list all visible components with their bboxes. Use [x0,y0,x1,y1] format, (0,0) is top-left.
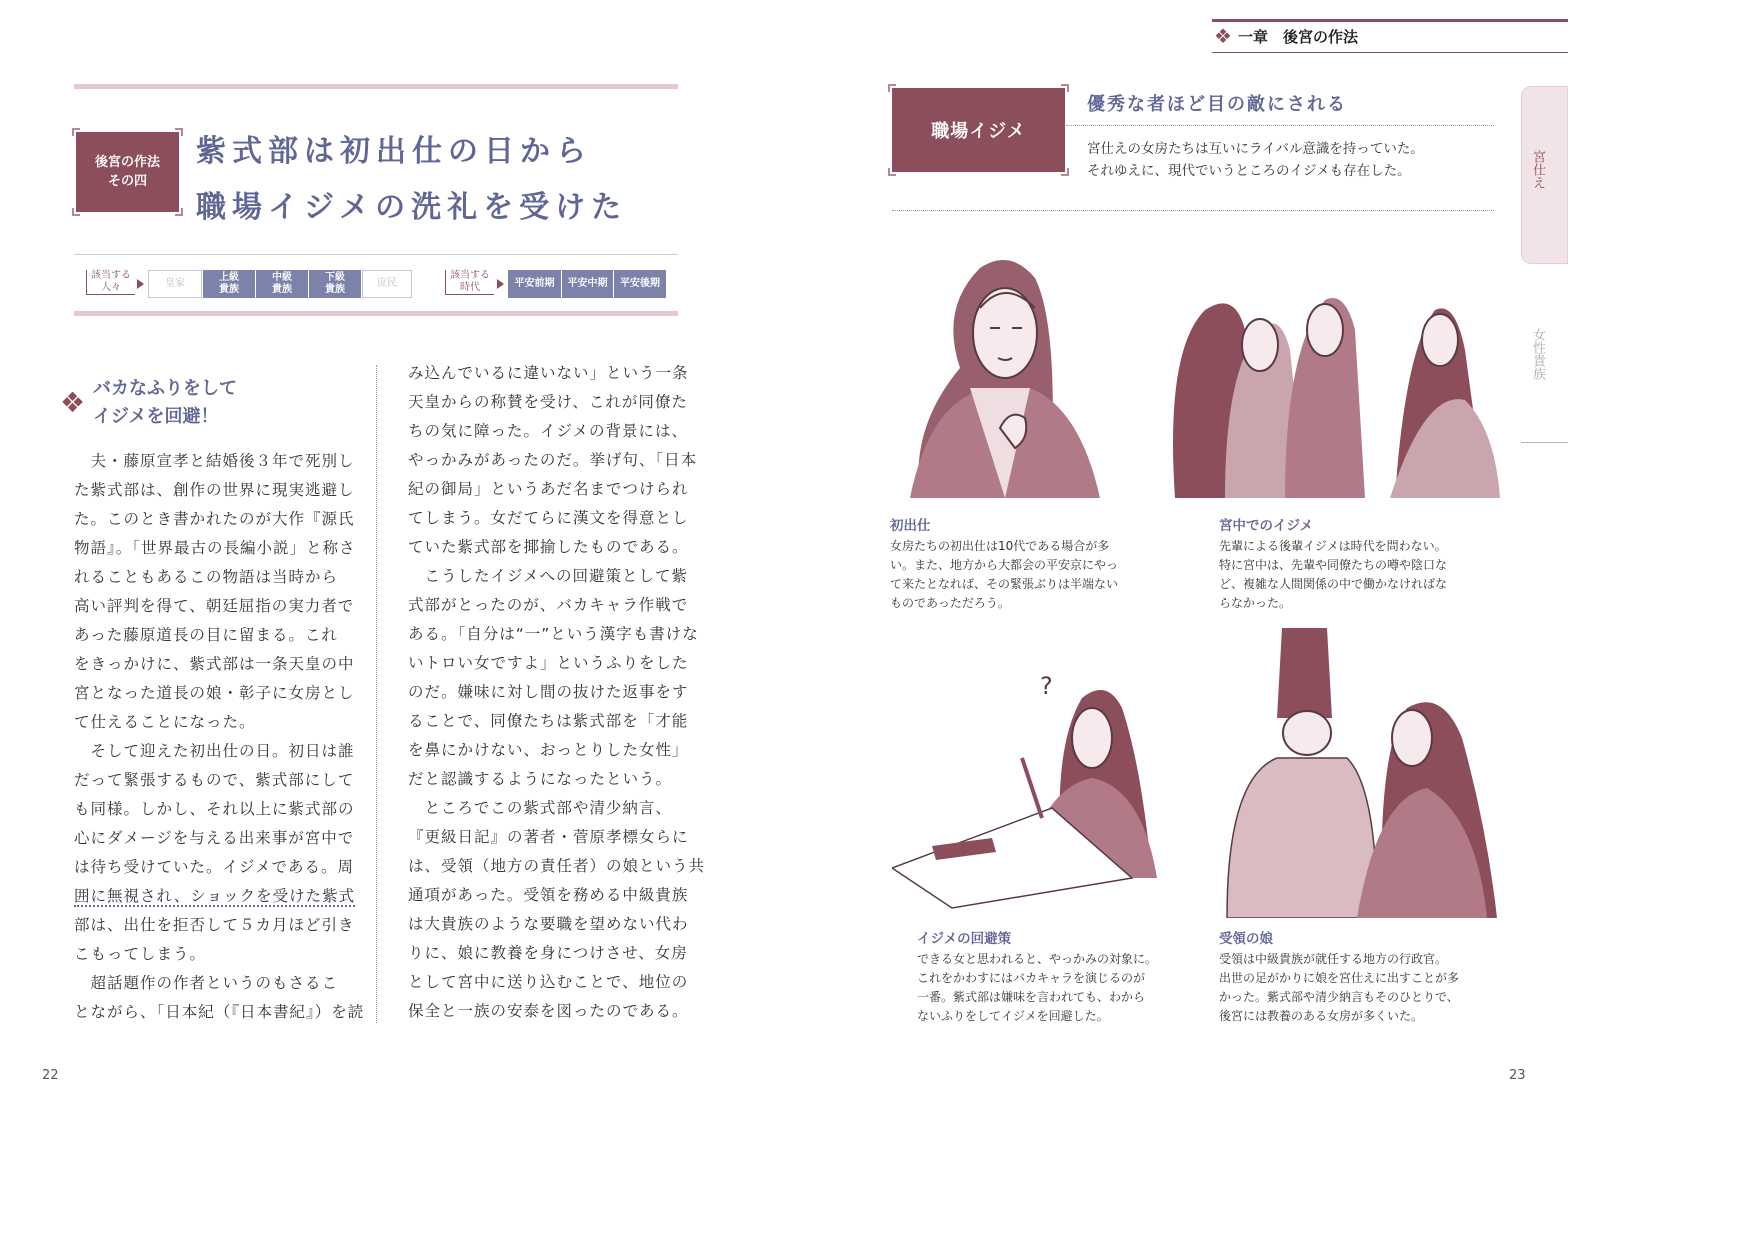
corner-ornament [72,208,80,216]
body-line: やっかみがあったのだ。挙げ句、「日本 [408,451,698,469]
right-subtext-line2: それゆえに、現代でいうところのイジメも存在した。 [1087,163,1411,179]
era-tag-late-heian: 平安後期 [614,270,666,298]
body-line: こもってしまう。 [74,945,207,963]
body-line: は待ち受けていた。イジメである。周 [74,858,355,876]
caption-line: ど、複雑な人間関係の中で働かなければな [1219,577,1448,591]
topic-label-box: 職場イジメ [892,88,1065,172]
flower-icon: ❖ [60,386,86,419]
body-line: をきっかけに、紫式部は一条天皇の中 [74,655,355,673]
caption-line: 出世の足がかりに娘を宮仕えに出すことが多 [1219,971,1460,985]
subhead-line1: バカなふりをして [93,378,237,399]
body-column-2 [408,359,706,1026]
people-tag-commoner: 庶民 [362,270,412,298]
illustration-zuryo-daughter [1207,628,1507,918]
corner-ornament [888,84,896,92]
body-line: 宮となった道長の娘・彰子に女房とし [74,684,355,702]
caption-title-1: 初出仕 [890,518,931,534]
body-line: は、受領（地方の責任者）の娘という共 [408,857,706,875]
body-line: は大貴族のような要職を望めない代わ [408,915,689,933]
corner-ornament [175,128,183,136]
era-tag-mid-heian: 平安中期 [562,270,613,298]
body-line: そして迎えた初出仕の日。初日は誰 [74,742,355,760]
page-title-line2: 職場イジメの洗礼を受けた [196,190,628,225]
body-line: あった藤原道長の目に留まる。これ [74,626,338,644]
people-tag-imperial: 皇家 [148,270,202,298]
caption-title-2: 宮中でのイジメ [1219,518,1314,534]
caption-line: 受領は中級貴族が就任する地方の行政官。 [1219,952,1448,966]
caption-title-4: 受領の娘 [1219,931,1273,947]
body-line: た紫式部は、創作の世界に現実逃避し [74,481,355,499]
side-tab-label-2: 女性貴族 [1530,328,1545,380]
body-line: れることもあるこの物語は当時から [74,568,339,586]
body-line: み込んでいるに違いない」という一条 [408,364,689,382]
body-line: ることで、同僚たちは紫式部を「才能 [408,712,689,730]
headline-rule [1066,125,1494,126]
chapter-title: 一章 後宮の作法 [1238,28,1359,46]
body-line: 天皇からの称賛を受け、これが同僚た [408,393,688,411]
caption-line: 女房たちの初出仕は10代である場合が多 [890,539,1110,553]
body-line: ところでこの紫式部や清少納言、 [408,799,672,817]
caption-body-2 [1219,537,1447,613]
flower-icon: ❖ [1214,24,1232,48]
corner-ornament [1061,168,1069,176]
people-tag-lower-noble: 下級 貴族 [309,270,361,298]
body-line: 高い評判を得て、朝廷屈指の実力者で [74,597,355,615]
arrow-right-icon [137,279,144,289]
people-tag-label [86,270,135,295]
subhead-line2: イジメを回避！ [93,406,219,427]
svg-text:?: ? [1040,672,1053,700]
right-headline: 優秀な者ほど目の敵にされる [1087,94,1347,115]
emphasis-underline: 囲に無視され、ショックを受けた紫式 [74,887,356,905]
caption-line: 後宮には教養のある女房が多くいた。 [1219,1009,1424,1023]
column-divider [376,365,377,1023]
era-tag-label [445,270,494,295]
body-line: 『更級日記』の著者・菅原孝標女らに [408,828,689,846]
body-line: 式部がとったのが、バカキャラ作戦で [408,596,689,614]
corner-ornament [175,208,183,216]
illustration-bullying [1165,290,1510,498]
body-line: ある。「自分は“一”という漢字も書けな [408,625,699,643]
body-line [74,882,354,911]
title-top-rule [74,84,678,89]
caption-line: 先輩による後輩イジメは時代を問わない。 [1219,539,1447,553]
caption-line: て来たとなれば、その緊張ぶりは半端ない [890,577,1119,591]
illustration-avoidance [892,668,1167,910]
body-line: 通項があった。受領を務める中級貴族 [408,886,689,904]
caption-body-4 [1219,950,1459,1026]
body-line: として宮中に送り込むことで、地位の [408,973,689,991]
section-label-line2: その四 [107,174,147,189]
arrow-right-icon [497,279,504,289]
caption-line: い。また、地方から大都会の平安京にやっ [890,558,1119,572]
body-line: て仕えることになった。 [74,713,256,731]
corner-ornament [72,128,80,136]
side-tab-divider [1521,442,1568,443]
caption-line: ものであっただろう。 [890,596,1010,610]
page-number-left: 22 [42,1068,59,1083]
body-column-1 [74,447,365,1027]
era-tag-early-heian: 平安前期 [508,270,561,298]
era-label-line2: 時代 [460,282,480,293]
body-line: だって緊張するもので、紫式部にして [74,771,355,789]
body-line: を鼻にかけない、おっとりした女性」 [408,741,689,759]
caption-body-1 [890,537,1118,613]
tag-bottom-rule [74,311,678,316]
caption-body-3 [917,950,1157,1026]
right-subtext [1087,138,1424,182]
caption-line: らなかった。 [1219,596,1292,610]
body-line: ていた紫式部を揶揄したものである。 [408,538,689,556]
body-line: 心にダメージを与える出来事が宮中で [74,829,355,847]
people-tag-middle-noble: 中級 貴族 [256,270,308,298]
body-line: だと認識するようになったという。 [408,770,673,788]
body-line: 紀の御局」というあだ名までつけられ [408,480,689,498]
body-line: のだ。嫌味に対し間の抜けた返事をす [408,683,689,701]
caption-line: 特に宮中は、先輩や同僚たちの噂や陰口な [1219,558,1448,572]
caption-line: 一番。紫式部は嫌味を言われても、わから [917,990,1146,1004]
body-line: てしまう。女だてらに漢文を得意とし [408,509,689,527]
corner-ornament [1061,84,1069,92]
body-line: 物語』。「世界最古の長編小説」と称さ [74,539,356,557]
section-label-line1: 後宮の作法 [94,155,160,170]
body-line: りに、娘に教養を身につけさせ、女房 [408,944,688,962]
right-subtext-line1: 宮仕えの女房たちは互いにライバル意識を持っていた。 [1087,141,1424,157]
corner-ornament [888,168,896,176]
era-label-line1: 該当する [450,270,490,281]
body-line: も同様。しかし、それ以上に紫式部の [74,800,355,818]
illustration-first-day [900,248,1105,498]
page-number-right: 23 [1509,1068,1526,1083]
body-line: こうしたイジメへの回避策として紫 [408,567,689,585]
body-line: いトロい女ですよ」というふりをした [408,654,689,672]
people-tag-upper-noble: 上級 貴族 [203,270,255,298]
caption-line: ないふりをしてイジメを回避した。 [917,1009,1109,1023]
body-line: た。このとき書かれたのが大作『源氏 [74,510,355,528]
tag-top-rule [74,254,678,255]
page-title-line1: 紫式部は初出仕の日から [196,134,592,169]
people-label-line2: 人々 [101,282,121,293]
body-line: 夫・藤原宣孝と結婚後３年で死別し [74,452,355,470]
caption-title-3: イジメの回避策 [917,931,1012,947]
body-line: 超話題作の作者というのもさるこ [74,974,339,992]
body-line: 部は、出仕を拒否して５カ月ほど引き [74,916,355,934]
section-label-box [76,132,179,212]
people-label-line1: 該当する [91,270,131,281]
body-line: とながら、「日本紀（『日本書紀』）を読 [74,1003,365,1021]
caption-line: かった。紫式部や清少納言もそのひとりで、 [1219,990,1459,1004]
body-line: ちの気に障った。イジメの背景には、 [408,422,689,440]
caption-line: できる女と思われると、やっかみの対象に。 [917,952,1158,966]
side-tab-label-1: 宮仕え [1530,150,1545,189]
section-rule [892,210,1494,211]
body-line: 保全と一族の安泰を図ったのである。 [408,1002,689,1020]
caption-line: これをかわすにはバカキャラを演じるのが [917,971,1146,985]
